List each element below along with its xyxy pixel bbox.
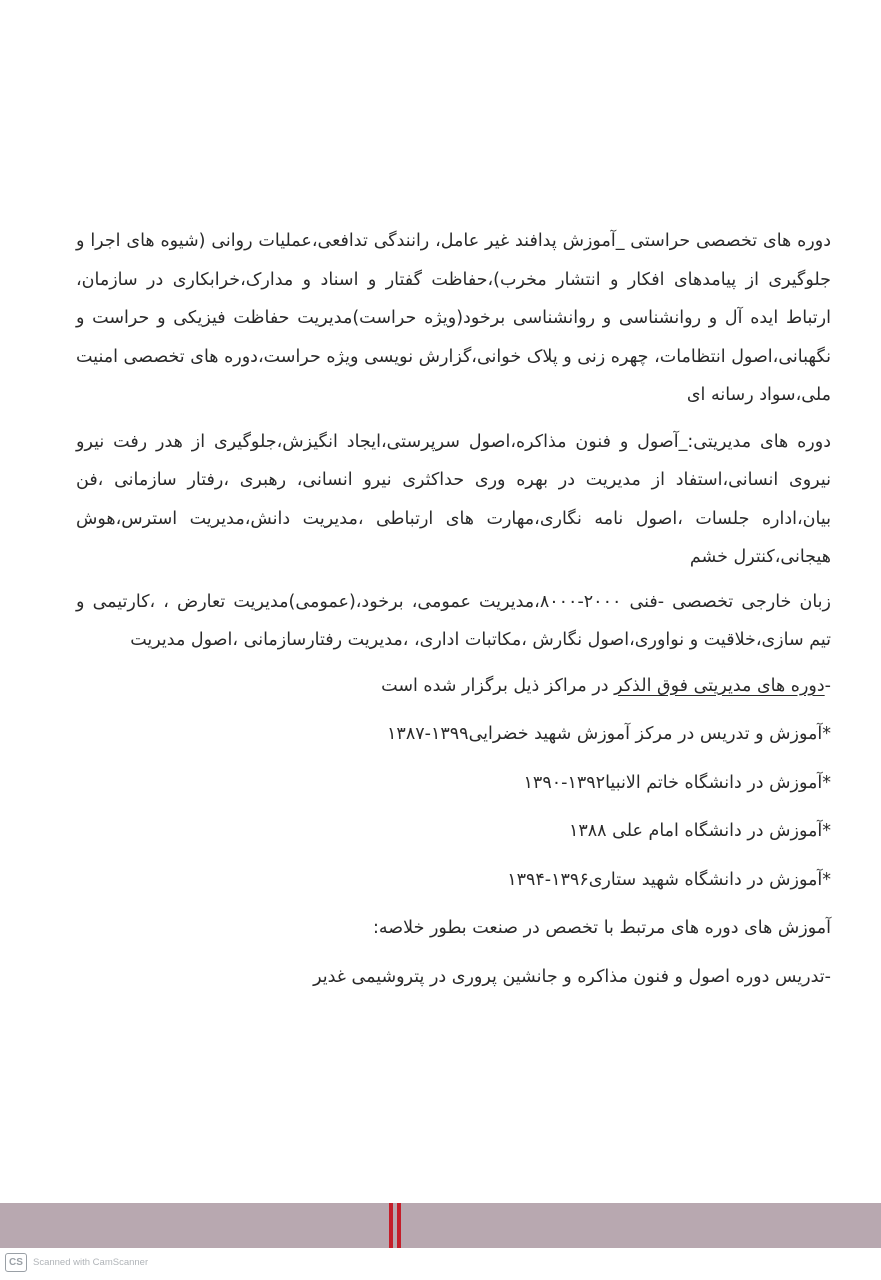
venues-intro-underlined: دوره های مدیریتی فوق الذکر: [614, 675, 825, 696]
footer-band: [0, 1203, 881, 1248]
scanner-watermark-text: Scanned with CamScanner: [33, 1257, 149, 1268]
paragraph-language-general: زبان خارجی تخصصی -فنی ۲۰۰۰-۸۰۰۰،مدیریت عمومی، برخود،(عمومی)مدیریت تعارض ، ،کارتیمی و تیم سازی،خلاقیت و نواوری،اصول نگارش ،مکاتبات اداری، ،مدیریت رفتارسازمانی ،اصول مدیریت: [76, 591, 831, 650]
footer-accent-bar: [389, 1203, 393, 1248]
teaching-record: *آموزش و تدریس در مرکز آموزش شهید خضرایی۱۳۹۹-۱۳۸۷: [387, 724, 831, 744]
industry-heading: آموزش های دوره های مرتبط با تخصص در صنعت بطور خلاصه:: [373, 918, 831, 938]
industry-item: -تدریس دوره اصول و فنون مذاکره و جانشین پروری در پتروشیمی غدیر: [313, 966, 831, 987]
paragraph-security-courses: دوره های تخصصی حراستی _آموزش پدافند غیر عامل، رانندگی تدافعی،عملیات روانی (شیوه های اجرا و جلوگیری از پیامدهای افکار و انتشار مخرب)،حفاظت گفتار و اسناد و مدارک،خرابکاری در سازمان، ارتباط ایده آل و روانشناسی و روانشناسی برخود(ویژه حراست)مدیریت حفاظت فیزیکی و حراست و نگهبانی،اصول انتظامات، چهره زنی و پلاک خوانی،گزارش نویسی ویژه حراست،دوره های تخصصی امنیت ملی،سواد رسانه ای: [76, 231, 831, 405]
teaching-record: *آموزش در دانشگاه خاتم الانبیا۱۳۹۲-۱۳۹۰: [523, 772, 831, 793]
footer-accent-bar: [397, 1203, 401, 1248]
teaching-record: *آموزش در دانشگاه امام علی ۱۳۸۸: [568, 821, 831, 841]
camscanner-logo-icon: CS: [5, 1253, 27, 1272]
teaching-record: *آموزش در دانشگاه شهید ستاری۱۳۹۶-۱۳۹۴: [507, 869, 831, 890]
scanner-watermark: [5, 1253, 148, 1272]
venues-intro-prefix: -: [824, 675, 831, 696]
venues-intro-suffix: در مراکز ذیل برگزار شده است: [381, 675, 615, 696]
document-body: [76, 222, 831, 1001]
paragraph-management-courses: دوره های مدیریتی:_آصول و فنون مذاکره،اصول سرپرستی،ایجاد انگیزش،جلوگیری از هدر رفت نیرو نیروی انسانی،استفاد از مدیریت در بهره وری حداکثری نیرو انسانی، رهبری ،رفتار سازمانی ،فن بیان،اداره جلسات ،اصول نامه نگاری،مهارت های ارتباطی ،مدیریت دانش،مدیریت استرس،هوش هیجانی،کنترل خشم: [76, 431, 831, 567]
venues-intro: [76, 662, 831, 711]
